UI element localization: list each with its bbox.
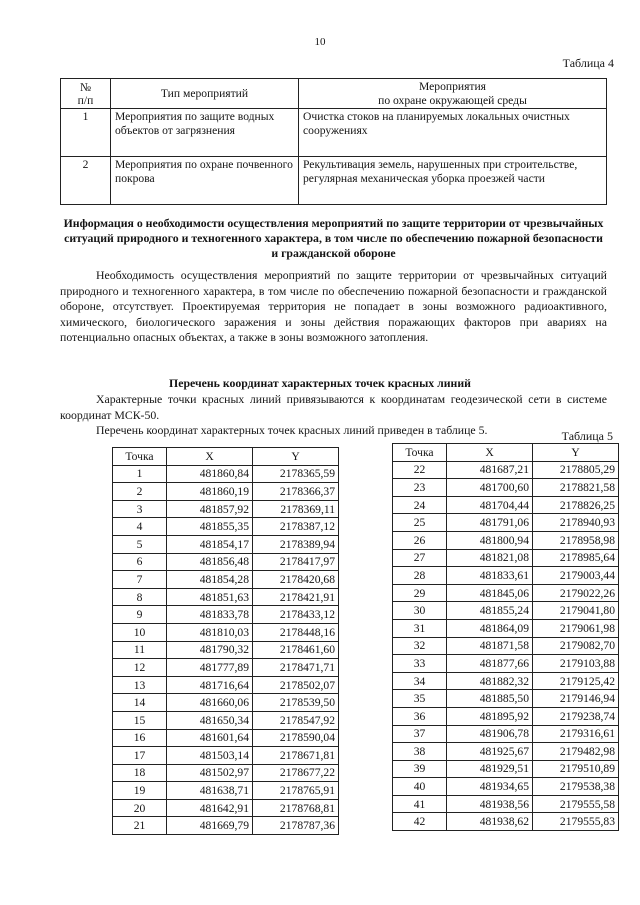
table-row (113, 659, 339, 677)
table-row (393, 584, 619, 602)
x-value: 481833,61 (447, 567, 533, 585)
row-num: 1 (61, 109, 111, 157)
table-row (61, 157, 607, 205)
y-value: 2178958,98 (533, 531, 619, 549)
header-type: Тип мероприятий (111, 79, 299, 109)
point-number: 11 (113, 641, 167, 659)
point-number: 20 (113, 799, 167, 817)
row-measures: Очистка стоков на планируемых локальных очистных сооружениях (299, 109, 607, 157)
point-number: 33 (393, 655, 447, 673)
coords-paragraph-2: Перечень координат характерных точек красных линий приведен в таблице 5. (96, 423, 488, 438)
x-value: 481660,06 (167, 694, 253, 712)
header-x: X (447, 444, 533, 462)
x-value: 481925,67 (447, 743, 533, 761)
x-value: 481877,66 (447, 655, 533, 673)
y-value: 2179061,98 (533, 619, 619, 637)
x-value: 481638,71 (167, 782, 253, 800)
table-row (113, 623, 339, 641)
table-row (393, 479, 619, 497)
y-value: 2178389,94 (253, 535, 339, 553)
point-number: 28 (393, 567, 447, 585)
measures-table (60, 78, 607, 205)
table-row (393, 690, 619, 708)
point-number: 22 (393, 461, 447, 479)
table-row (393, 637, 619, 655)
table4-caption: Таблица 4 (562, 56, 614, 70)
table-row (393, 743, 619, 761)
x-value: 481906,78 (447, 725, 533, 743)
y-value: 2178671,81 (253, 747, 339, 765)
y-value: 2178369,11 (253, 500, 339, 518)
point-number: 16 (113, 729, 167, 747)
table-row (393, 461, 619, 479)
table-row (113, 518, 339, 536)
y-value: 2178502,07 (253, 676, 339, 694)
table-row (113, 465, 339, 483)
point-number: 5 (113, 535, 167, 553)
y-value: 2178461,60 (253, 641, 339, 659)
table-row (393, 549, 619, 567)
x-value: 481601,64 (167, 729, 253, 747)
table-row (113, 676, 339, 694)
x-value: 481777,89 (167, 659, 253, 677)
header-num: № п/п (61, 79, 111, 109)
table-row (393, 567, 619, 585)
table-row (113, 799, 339, 817)
point-number: 36 (393, 707, 447, 725)
x-value: 481929,51 (447, 760, 533, 778)
x-value: 481854,17 (167, 535, 253, 553)
x-value: 481855,35 (167, 518, 253, 536)
x-value: 481650,34 (167, 711, 253, 729)
y-value: 2179538,38 (533, 778, 619, 796)
y-value: 2178471,71 (253, 659, 339, 677)
y-value: 2178590,04 (253, 729, 339, 747)
y-value: 2179082,70 (533, 637, 619, 655)
y-value: 2178547,92 (253, 711, 339, 729)
coords-table-right (392, 443, 619, 831)
y-value: 2178787,36 (253, 817, 339, 835)
table-row (393, 514, 619, 532)
x-value: 481503,14 (167, 747, 253, 765)
y-value: 2179510,89 (533, 760, 619, 778)
point-number: 42 (393, 813, 447, 831)
x-value: 481687,21 (447, 461, 533, 479)
point-number: 21 (113, 817, 167, 835)
row-type: Мероприятия по защите водных объектов от загрязнения (111, 109, 299, 157)
y-value: 2178826,25 (533, 496, 619, 514)
x-value: 481938,62 (447, 813, 533, 831)
point-number: 41 (393, 795, 447, 813)
header-y: Y (533, 444, 619, 462)
y-value: 2178765,91 (253, 782, 339, 800)
table-row (393, 672, 619, 690)
coords-table-header (393, 444, 619, 462)
y-value: 2178448,16 (253, 623, 339, 641)
y-value: 2178365,59 (253, 465, 339, 483)
table-row (393, 707, 619, 725)
page-number: 10 (314, 36, 326, 48)
point-number: 32 (393, 637, 447, 655)
y-value: 2178421,91 (253, 588, 339, 606)
table-row (61, 109, 607, 157)
point-number: 23 (393, 479, 447, 497)
table5-caption: Таблица 5 (561, 429, 613, 443)
section-paragraph (60, 268, 607, 346)
y-value: 2179022,26 (533, 584, 619, 602)
section-title: Информация о необходимости осуществления мероприятий по защите территории от чрезвычайных ситуаций природного и техногенного характера, в том числе по обеспечению пожарной безопасности и гражданской обороне (63, 216, 604, 260)
x-value: 481845,06 (447, 584, 533, 602)
x-value: 481790,32 (167, 641, 253, 659)
table-row (113, 729, 339, 747)
table-row (393, 778, 619, 796)
point-number: 1 (113, 465, 167, 483)
x-value: 481791,06 (447, 514, 533, 532)
table-row (113, 764, 339, 782)
table-row (113, 694, 339, 712)
table-row (113, 535, 339, 553)
x-value: 481860,19 (167, 483, 253, 501)
point-number: 37 (393, 725, 447, 743)
y-value: 2178985,64 (533, 549, 619, 567)
point-number: 26 (393, 531, 447, 549)
header-y: Y (253, 448, 339, 466)
y-value: 2178821,58 (533, 479, 619, 497)
measures-table-header (61, 79, 607, 109)
point-number: 10 (113, 623, 167, 641)
y-value: 2179316,61 (533, 725, 619, 743)
table-row (113, 711, 339, 729)
y-value: 2179555,83 (533, 813, 619, 831)
y-value: 2178539,50 (253, 694, 339, 712)
x-value: 481704,44 (447, 496, 533, 514)
x-value: 481885,50 (447, 690, 533, 708)
table-row (393, 531, 619, 549)
header-point: Точка (393, 444, 447, 462)
y-value: 2179146,94 (533, 690, 619, 708)
y-value: 2178677,22 (253, 764, 339, 782)
y-value: 2179003,44 (533, 567, 619, 585)
table-row (393, 602, 619, 620)
point-number: 4 (113, 518, 167, 536)
point-number: 39 (393, 760, 447, 778)
table-row (393, 619, 619, 637)
point-number: 40 (393, 778, 447, 796)
point-number: 34 (393, 672, 447, 690)
point-number: 24 (393, 496, 447, 514)
x-value: 481934,65 (447, 778, 533, 796)
x-value: 481857,92 (167, 500, 253, 518)
point-number: 18 (113, 764, 167, 782)
y-value: 2179482,98 (533, 743, 619, 761)
row-num: 2 (61, 157, 111, 205)
x-value: 481882,32 (447, 672, 533, 690)
x-value: 481821,08 (447, 549, 533, 567)
table-row (113, 782, 339, 800)
y-value: 2178768,81 (253, 799, 339, 817)
y-value: 2179103,88 (533, 655, 619, 673)
coords-heading: Перечень координат характерных точек красных линий (169, 376, 471, 390)
coords-table-left (112, 447, 339, 835)
y-value: 2178387,12 (253, 518, 339, 536)
x-value: 481669,79 (167, 817, 253, 835)
point-number: 14 (113, 694, 167, 712)
table-row (113, 571, 339, 589)
table-row (113, 553, 339, 571)
x-value: 481800,94 (447, 531, 533, 549)
point-number: 15 (113, 711, 167, 729)
x-value: 481860,84 (167, 465, 253, 483)
x-value: 481854,28 (167, 571, 253, 589)
coords-text (60, 392, 607, 439)
table-row (113, 641, 339, 659)
table-row (393, 813, 619, 831)
y-value: 2178805,29 (533, 461, 619, 479)
x-value: 481833,78 (167, 606, 253, 624)
point-number: 6 (113, 553, 167, 571)
point-number: 19 (113, 782, 167, 800)
point-number: 38 (393, 743, 447, 761)
point-number: 31 (393, 619, 447, 637)
row-measures: Рекультивация земель, нарушенных при строительстве, регулярная механическая уборка проезжей части (299, 157, 607, 205)
x-value: 481938,56 (447, 795, 533, 813)
table-row (113, 588, 339, 606)
x-value: 481851,63 (167, 588, 253, 606)
point-number: 9 (113, 606, 167, 624)
x-value: 481864,09 (447, 619, 533, 637)
point-number: 12 (113, 659, 167, 677)
table-row (113, 483, 339, 501)
y-value: 2178940,93 (533, 514, 619, 532)
y-value: 2179125,42 (533, 672, 619, 690)
point-number: 8 (113, 588, 167, 606)
point-number: 25 (393, 514, 447, 532)
coords-paragraph-1: Характерные точки красных линий привязываются к координатам геодезической сети в системе координат МСК-50. (60, 392, 607, 422)
table-row (113, 500, 339, 518)
table-row (393, 760, 619, 778)
y-value: 2178366,37 (253, 483, 339, 501)
point-number: 27 (393, 549, 447, 567)
y-value: 2179555,58 (533, 795, 619, 813)
point-number: 2 (113, 483, 167, 501)
x-value: 481716,64 (167, 676, 253, 694)
point-number: 3 (113, 500, 167, 518)
coords-table-header (113, 448, 339, 466)
row-type: Мероприятия по охране почвенного покрова (111, 157, 299, 205)
y-value: 2178417,97 (253, 553, 339, 571)
point-number: 30 (393, 602, 447, 620)
table-row (393, 725, 619, 743)
y-value: 2179238,74 (533, 707, 619, 725)
point-number: 7 (113, 571, 167, 589)
y-value: 2178433,12 (253, 606, 339, 624)
x-value: 481502,97 (167, 764, 253, 782)
x-value: 481871,58 (447, 637, 533, 655)
y-value: 2178420,68 (253, 571, 339, 589)
x-value: 481895,92 (447, 707, 533, 725)
y-value: 2179041,80 (533, 602, 619, 620)
table-row (393, 655, 619, 673)
table-row (113, 747, 339, 765)
x-value: 481810,03 (167, 623, 253, 641)
x-value: 481700,60 (447, 479, 533, 497)
header-point: Точка (113, 448, 167, 466)
point-number: 13 (113, 676, 167, 694)
x-value: 481642,91 (167, 799, 253, 817)
header-x: X (167, 448, 253, 466)
table-row (393, 496, 619, 514)
table-row (113, 606, 339, 624)
point-number: 29 (393, 584, 447, 602)
header-measures: Мероприятия по охране окружающей среды (299, 79, 607, 109)
paragraph-text: Необходимость осуществления мероприятий по защите территории от чрезвычайных ситуаций природного и техногенного характера, в том числе по обеспечению пожарной безопасности и гражданской обороне, отсутствует. Проектируемая территория не попадает в зоны возможного радиоактивного, химического, биологического заражения и зоны действия поражающих факторов при авариях на потенциально опасных объектах, а также в зоны возможного затопления. (60, 268, 607, 345)
point-number: 35 (393, 690, 447, 708)
table-row (113, 817, 339, 835)
x-value: 481856,48 (167, 553, 253, 571)
table-row (393, 795, 619, 813)
x-value: 481855,24 (447, 602, 533, 620)
point-number: 17 (113, 747, 167, 765)
